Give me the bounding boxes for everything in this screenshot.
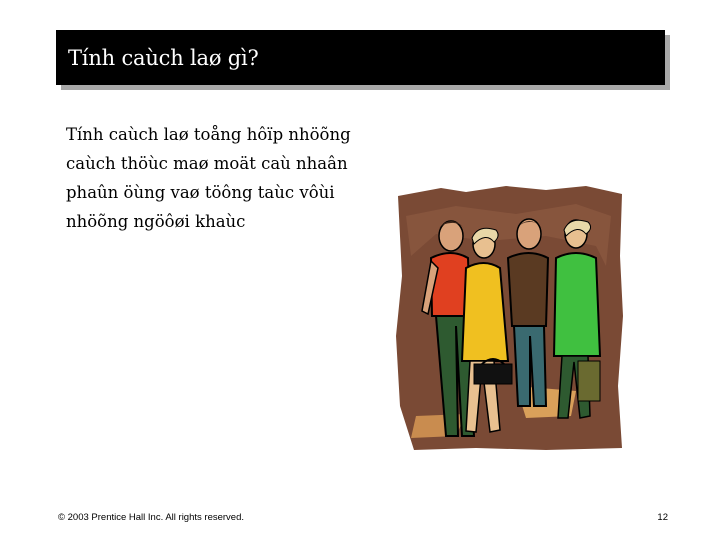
body-line: nhöõng ngöôøi khaùc	[66, 212, 246, 231]
page-number: 12	[657, 512, 668, 523]
people-walking-clipart	[396, 186, 623, 450]
body-line: Tính caùch laø toång hôïp nhöõng	[66, 125, 351, 144]
title-bar	[56, 30, 665, 85]
body-text	[66, 120, 356, 236]
footer-copyright: © 2003 Prentice Hall Inc. All rights reserved.	[58, 512, 245, 523]
body-line: phaûn öùng vaø töông taùc vôùi	[66, 183, 335, 202]
body-line: caùch thöùc maø moät caù nhaân	[66, 154, 348, 173]
slide-title: Tính caùch laø gì?	[68, 45, 259, 70]
